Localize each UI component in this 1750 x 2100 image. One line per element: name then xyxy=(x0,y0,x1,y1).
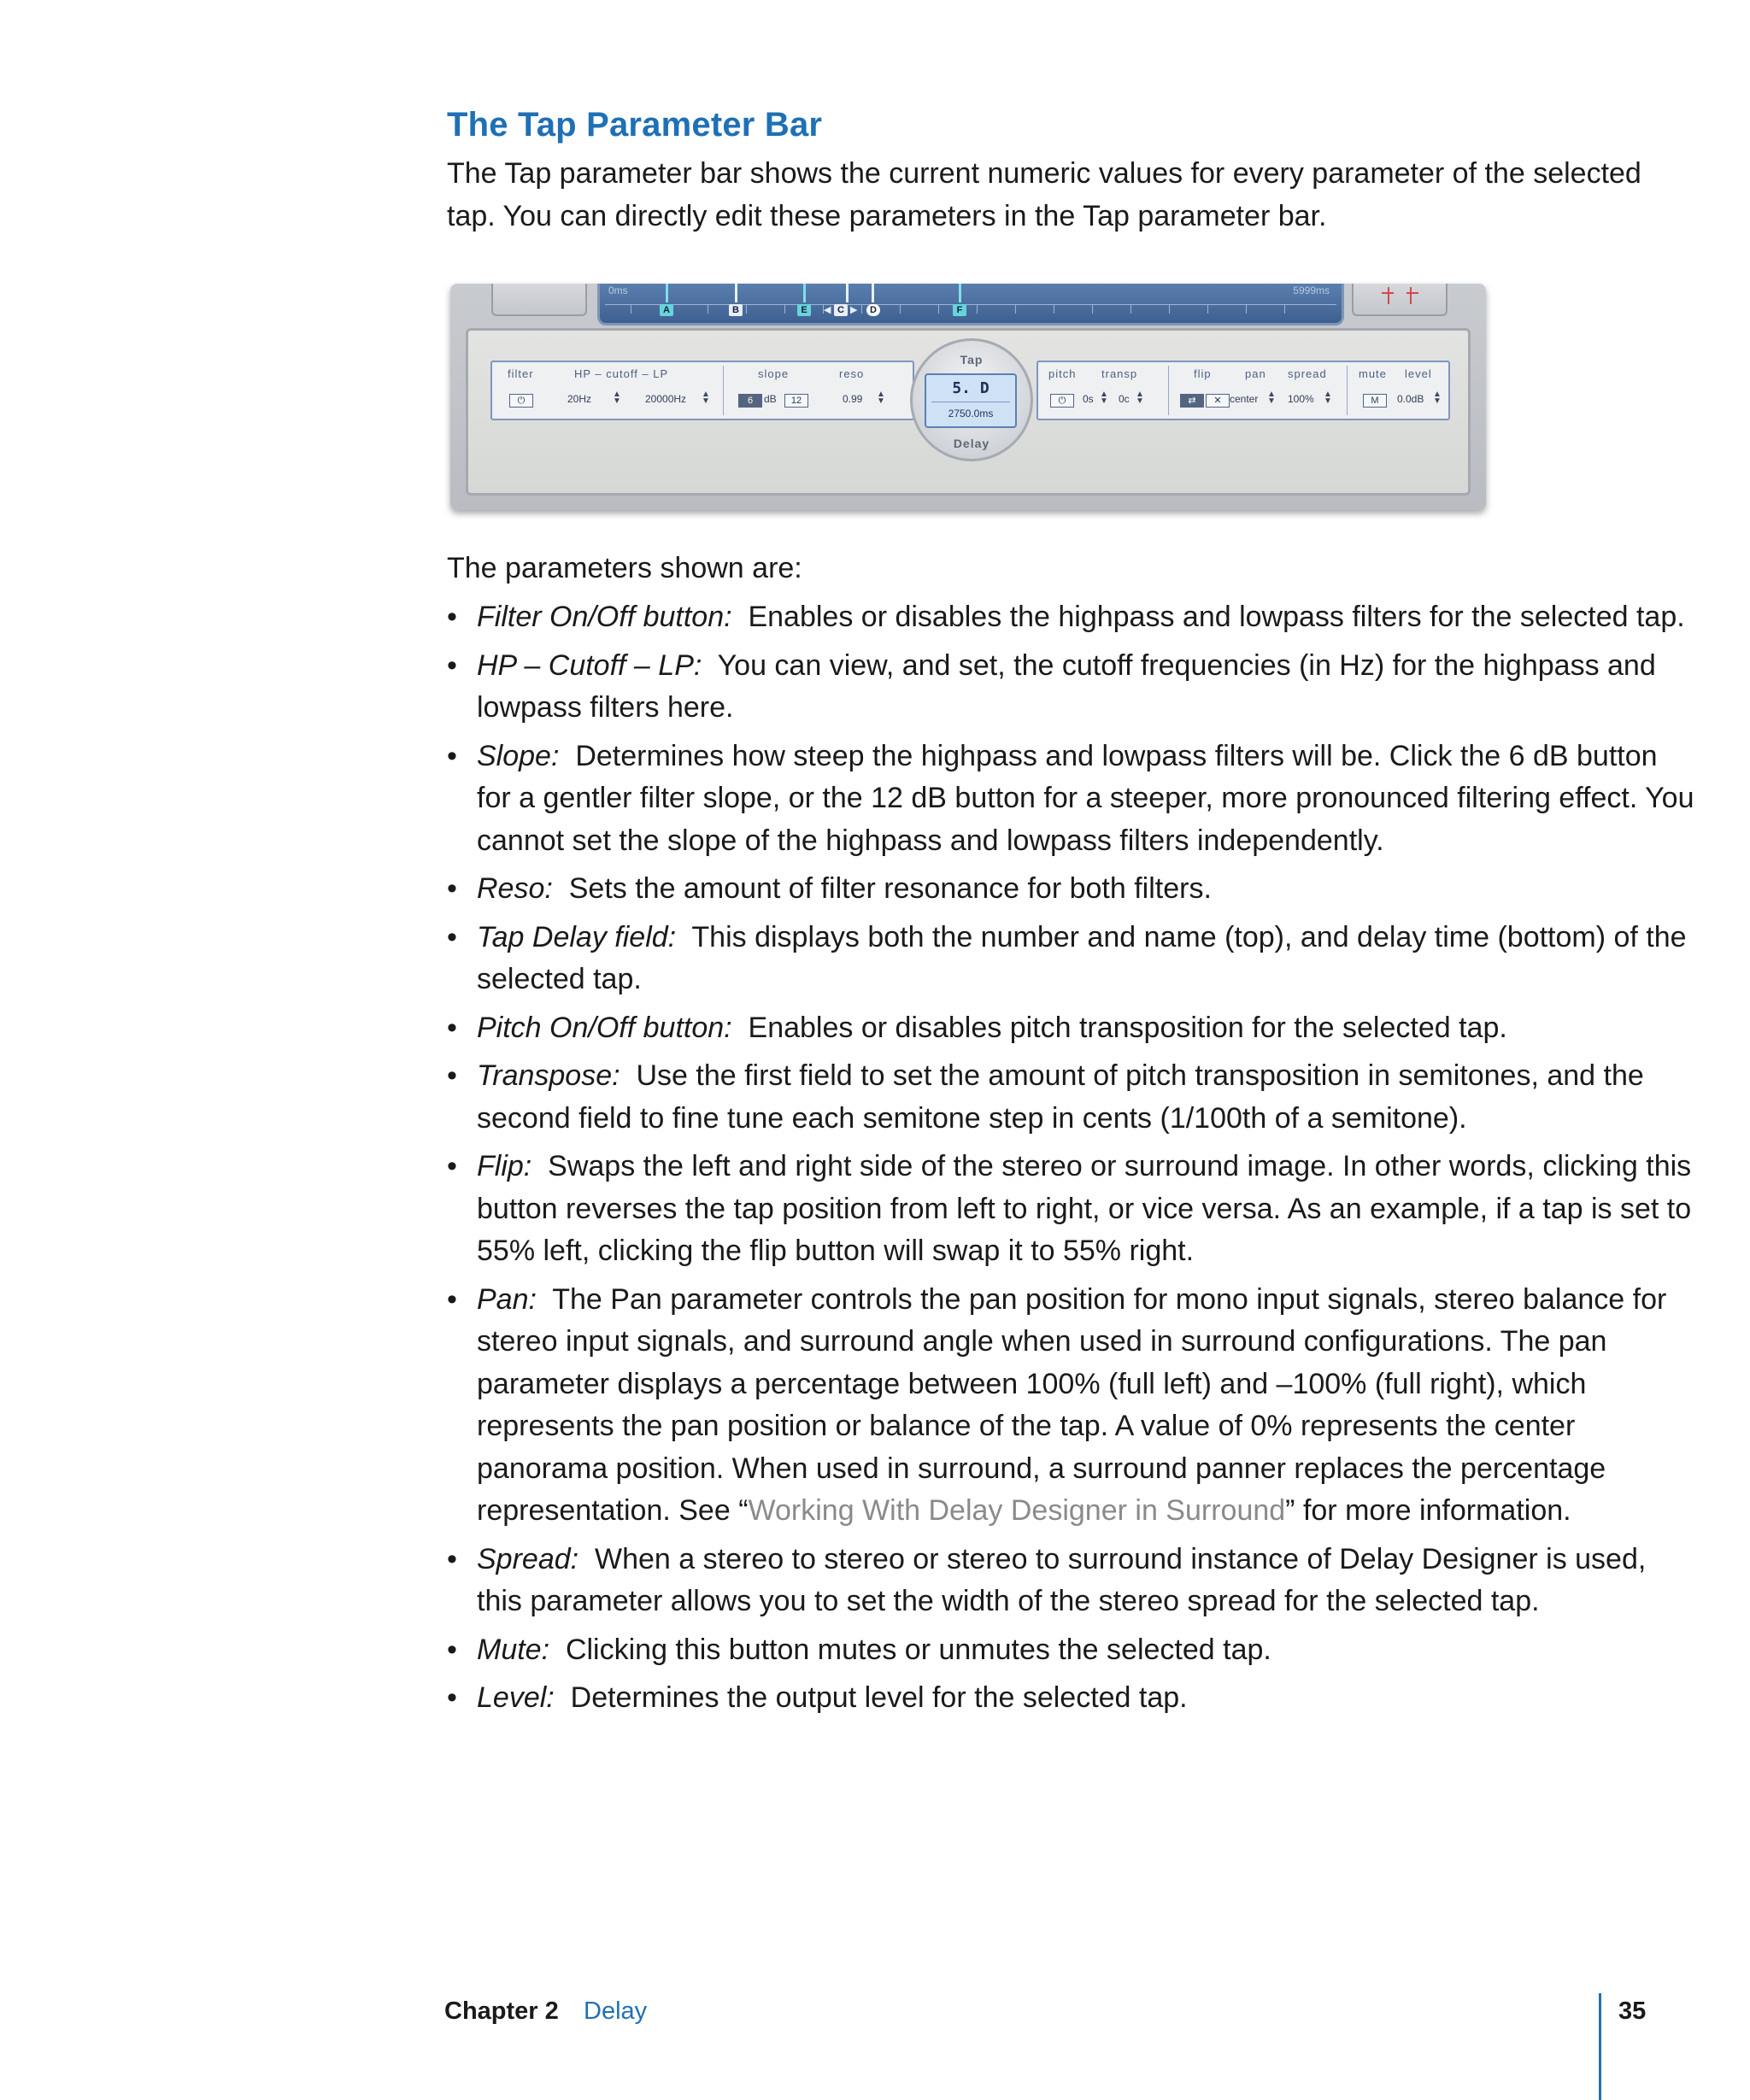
bullet-icon: • xyxy=(447,648,457,682)
spread-value[interactable]: 100% xyxy=(1288,393,1314,405)
hp-cutoff-value[interactable]: 20Hz xyxy=(567,393,592,405)
flip-header: flip xyxy=(1194,367,1212,380)
intro-paragraph: The Tap parameter bar shows the current numeric values for every parameter of the selected tap. You can directly edit these parameters in the Tap parameter bar. xyxy=(447,157,1641,232)
tap-marker-d[interactable]: D xyxy=(866,304,880,316)
list-item xyxy=(447,645,1694,730)
parameter-description: Enables or disables the highpass and lowpass filters for the selected tap. xyxy=(748,601,1685,633)
list-item xyxy=(447,1007,1694,1050)
tap-timeline xyxy=(597,284,1344,326)
transpose-cents-stepper-icon[interactable]: ▲ ▼ xyxy=(1136,390,1144,406)
tap-display-window[interactable] xyxy=(925,373,1017,428)
parameter-description: Use the first field to set the amount of pitch transposition in semitones, and the second field to fine tune each semitone step in cents (1/100th of a semitone). xyxy=(477,1059,1644,1135)
spread-stepper-icon[interactable]: ▲ ▼ xyxy=(1324,390,1332,406)
page-title: The Tap Parameter Bar xyxy=(447,106,823,144)
parameter-term: Reso: xyxy=(477,872,553,905)
bullet-icon: • xyxy=(447,1150,457,1182)
pan-value[interactable]: center xyxy=(1230,393,1259,405)
list-item xyxy=(447,1279,1694,1533)
slope-12db-button[interactable]: 12 xyxy=(784,394,808,408)
nav-left-arrow-icon[interactable]: ◀ xyxy=(824,305,831,315)
footer-section-link[interactable]: Delay xyxy=(584,1997,648,2025)
pan-stepper-icon[interactable]: ▲ ▼ xyxy=(1267,390,1276,406)
parameter-description: Determines the output level for the selected tap. xyxy=(570,1681,1188,1714)
tap-marker-a[interactable]: A xyxy=(660,304,673,316)
delay-label: Delay xyxy=(953,437,990,450)
parameter-list xyxy=(447,596,1694,1726)
parameter-term: Tap Delay field: xyxy=(477,920,677,953)
reso-stepper-icon[interactable]: ▲ ▼ xyxy=(877,390,885,406)
bullet-icon: • xyxy=(447,920,457,953)
mute-button[interactable]: M xyxy=(1363,394,1387,408)
transp-header: transp xyxy=(1101,367,1138,380)
bullet-icon: • xyxy=(447,1681,457,1714)
tap-label: Tap xyxy=(960,353,984,367)
list-item xyxy=(447,917,1694,1001)
tap-marker-e[interactable]: E xyxy=(797,304,811,316)
pitch-header: pitch xyxy=(1048,367,1077,380)
parameter-term: Flip: xyxy=(477,1150,532,1182)
pitch-pan-parameter-group xyxy=(1036,361,1450,420)
slope-unit-label: dB xyxy=(764,393,777,405)
parameter-term: Pitch On/Off button: xyxy=(477,1011,732,1044)
transpose-cents-value[interactable]: 0c xyxy=(1119,393,1130,405)
hp-cutoff-stepper-icon[interactable]: ▲ ▼ xyxy=(613,390,621,406)
footer-divider xyxy=(1599,1993,1601,2100)
pitch-power-button[interactable]: ⏻ xyxy=(1050,394,1074,408)
parameter-term: Slope: xyxy=(477,739,560,772)
tap-delay-field xyxy=(910,338,1033,461)
bullet-icon: • xyxy=(447,1011,457,1044)
parameter-description: Determines how steep the highpass and lowpass filters will be. Click the 6 dB button for a gentler filter slope, or the 12 dB button for a steeper, more pronounced filtering effect. You cannot set the slope of the highpass and lowpass filters independently. xyxy=(477,739,1694,857)
parameter-description: This displays both the number and name (top), and delay time (bottom) of the selected tap. xyxy=(477,920,1687,995)
list-item xyxy=(447,1629,1694,1672)
list-item xyxy=(447,868,1694,911)
lp-cutoff-stepper-icon[interactable]: ▲ ▼ xyxy=(702,390,710,406)
parameter-description: The Pan parameter controls the pan position for mono input signals, stereo balance for stereo input signals, and surround angle when used in surround configurations. The pan parameter displays a percentage between 100% (full left) and –100% (full right), which represents the pan position or balance of the tap. A value of 0% represents the center panorama position. When used in surround, a surround panner replaces the percentage representation. See “ xyxy=(477,1282,1667,1527)
timeline-end-label: 5999ms xyxy=(1293,284,1330,296)
surround-cross-reference-link[interactable]: Working With Delay Designer in Surround xyxy=(748,1494,1286,1527)
reso-header: reso xyxy=(839,367,865,380)
spread-header: spread xyxy=(1288,367,1327,380)
mute-header: mute xyxy=(1359,367,1387,380)
list-item xyxy=(447,1055,1694,1140)
tap-name-value[interactable]: 5. D xyxy=(952,379,990,397)
transpose-semitones-value[interactable]: 0s xyxy=(1083,393,1094,405)
parameter-description: Swaps the left and right side of the stereo or surround image. In other words, clicking this button reverses the tap position from left to right, or vice versa. As an example, if a tap is set to 55% left, clicking the flip button will swap it to 55% right. xyxy=(477,1150,1692,1267)
meter-box xyxy=(1352,284,1448,316)
footer-chapter: Chapter 2 xyxy=(444,1997,559,2025)
parameters-lead: The parameters shown are: xyxy=(447,552,802,584)
list-item xyxy=(447,1146,1694,1273)
lp-cutoff-value[interactable]: 20000Hz xyxy=(645,393,687,405)
nav-right-arrow-icon[interactable]: ▶ xyxy=(850,305,858,315)
view-toggle-box xyxy=(491,284,587,316)
reso-value[interactable]: 0.99 xyxy=(843,393,863,405)
parameter-term: Spread: xyxy=(477,1542,579,1575)
bullet-icon: • xyxy=(447,1282,457,1316)
parameter-description: Clicking this button mutes or unmutes the selected tap. xyxy=(565,1633,1271,1666)
list-item xyxy=(447,1539,1694,1623)
delay-time-value[interactable]: 2750.0ms xyxy=(948,408,994,419)
pan-header: pan xyxy=(1245,367,1266,380)
bullet-icon: • xyxy=(447,872,457,905)
transpose-semitones-stepper-icon[interactable]: ▲ ▼ xyxy=(1100,390,1108,406)
parameter-description: When a stereo to stereo or stereo to surround instance of Delay Designer is used, this parameter allows you to set the width of the stereo spread for the selected tap. xyxy=(477,1542,1647,1617)
cutoff-header: HP – cutoff – LP xyxy=(574,367,669,380)
level-stepper-icon[interactable]: ▲ ▼ xyxy=(1433,390,1442,406)
parameter-term: Mute: xyxy=(477,1633,550,1666)
page-number: 35 xyxy=(1618,1997,1647,2025)
flip-right-button[interactable]: ✕ xyxy=(1206,394,1230,408)
bullet-icon: • xyxy=(447,1059,457,1092)
parameter-term: Level: xyxy=(477,1681,555,1714)
parameter-term: Transpose: xyxy=(477,1059,620,1092)
parameter-description-end: ” for more information. xyxy=(1285,1494,1571,1527)
parameter-description: Sets the amount of filter resonance for both filters. xyxy=(568,872,1212,905)
bullet-icon: • xyxy=(447,739,457,772)
slope-header: slope xyxy=(758,367,790,380)
list-item xyxy=(447,1677,1694,1720)
tap-marker-b[interactable]: B xyxy=(729,304,743,316)
timeline-start-label: 0ms xyxy=(608,284,628,296)
parameter-term: Pan: xyxy=(477,1282,537,1316)
parameter-term: Filter On/Off button: xyxy=(477,601,732,633)
parameter-description: Enables or disables pitch transposition for the selected tap. xyxy=(748,1011,1507,1044)
filter-power-button[interactable]: ⏻ xyxy=(509,394,533,408)
parameter-description: You can view, and set, the cutoff frequencies (in Hz) for the highpass and lowpass filters here. xyxy=(477,648,1656,724)
tap-marker-c[interactable]: C xyxy=(834,304,848,316)
tap-marker-f[interactable]: F xyxy=(953,304,966,316)
bullet-icon: • xyxy=(447,601,457,633)
parameter-term: HP – Cutoff – LP: xyxy=(477,648,702,682)
level-header: level xyxy=(1405,367,1432,380)
filter-header: filter xyxy=(508,367,534,380)
bullet-icon: • xyxy=(447,1542,457,1575)
slope-6db-button[interactable]: 6 xyxy=(738,394,762,408)
flip-left-button[interactable]: ⇄ xyxy=(1180,394,1204,408)
tap-parameter-bar-screenshot xyxy=(450,284,1486,510)
list-item xyxy=(447,596,1694,639)
list-item xyxy=(447,736,1694,863)
level-value[interactable]: 0.0dB xyxy=(1397,393,1424,405)
bullet-icon: • xyxy=(447,1633,457,1666)
filter-parameter-group xyxy=(490,361,914,420)
timeline-ruler xyxy=(605,304,1336,315)
